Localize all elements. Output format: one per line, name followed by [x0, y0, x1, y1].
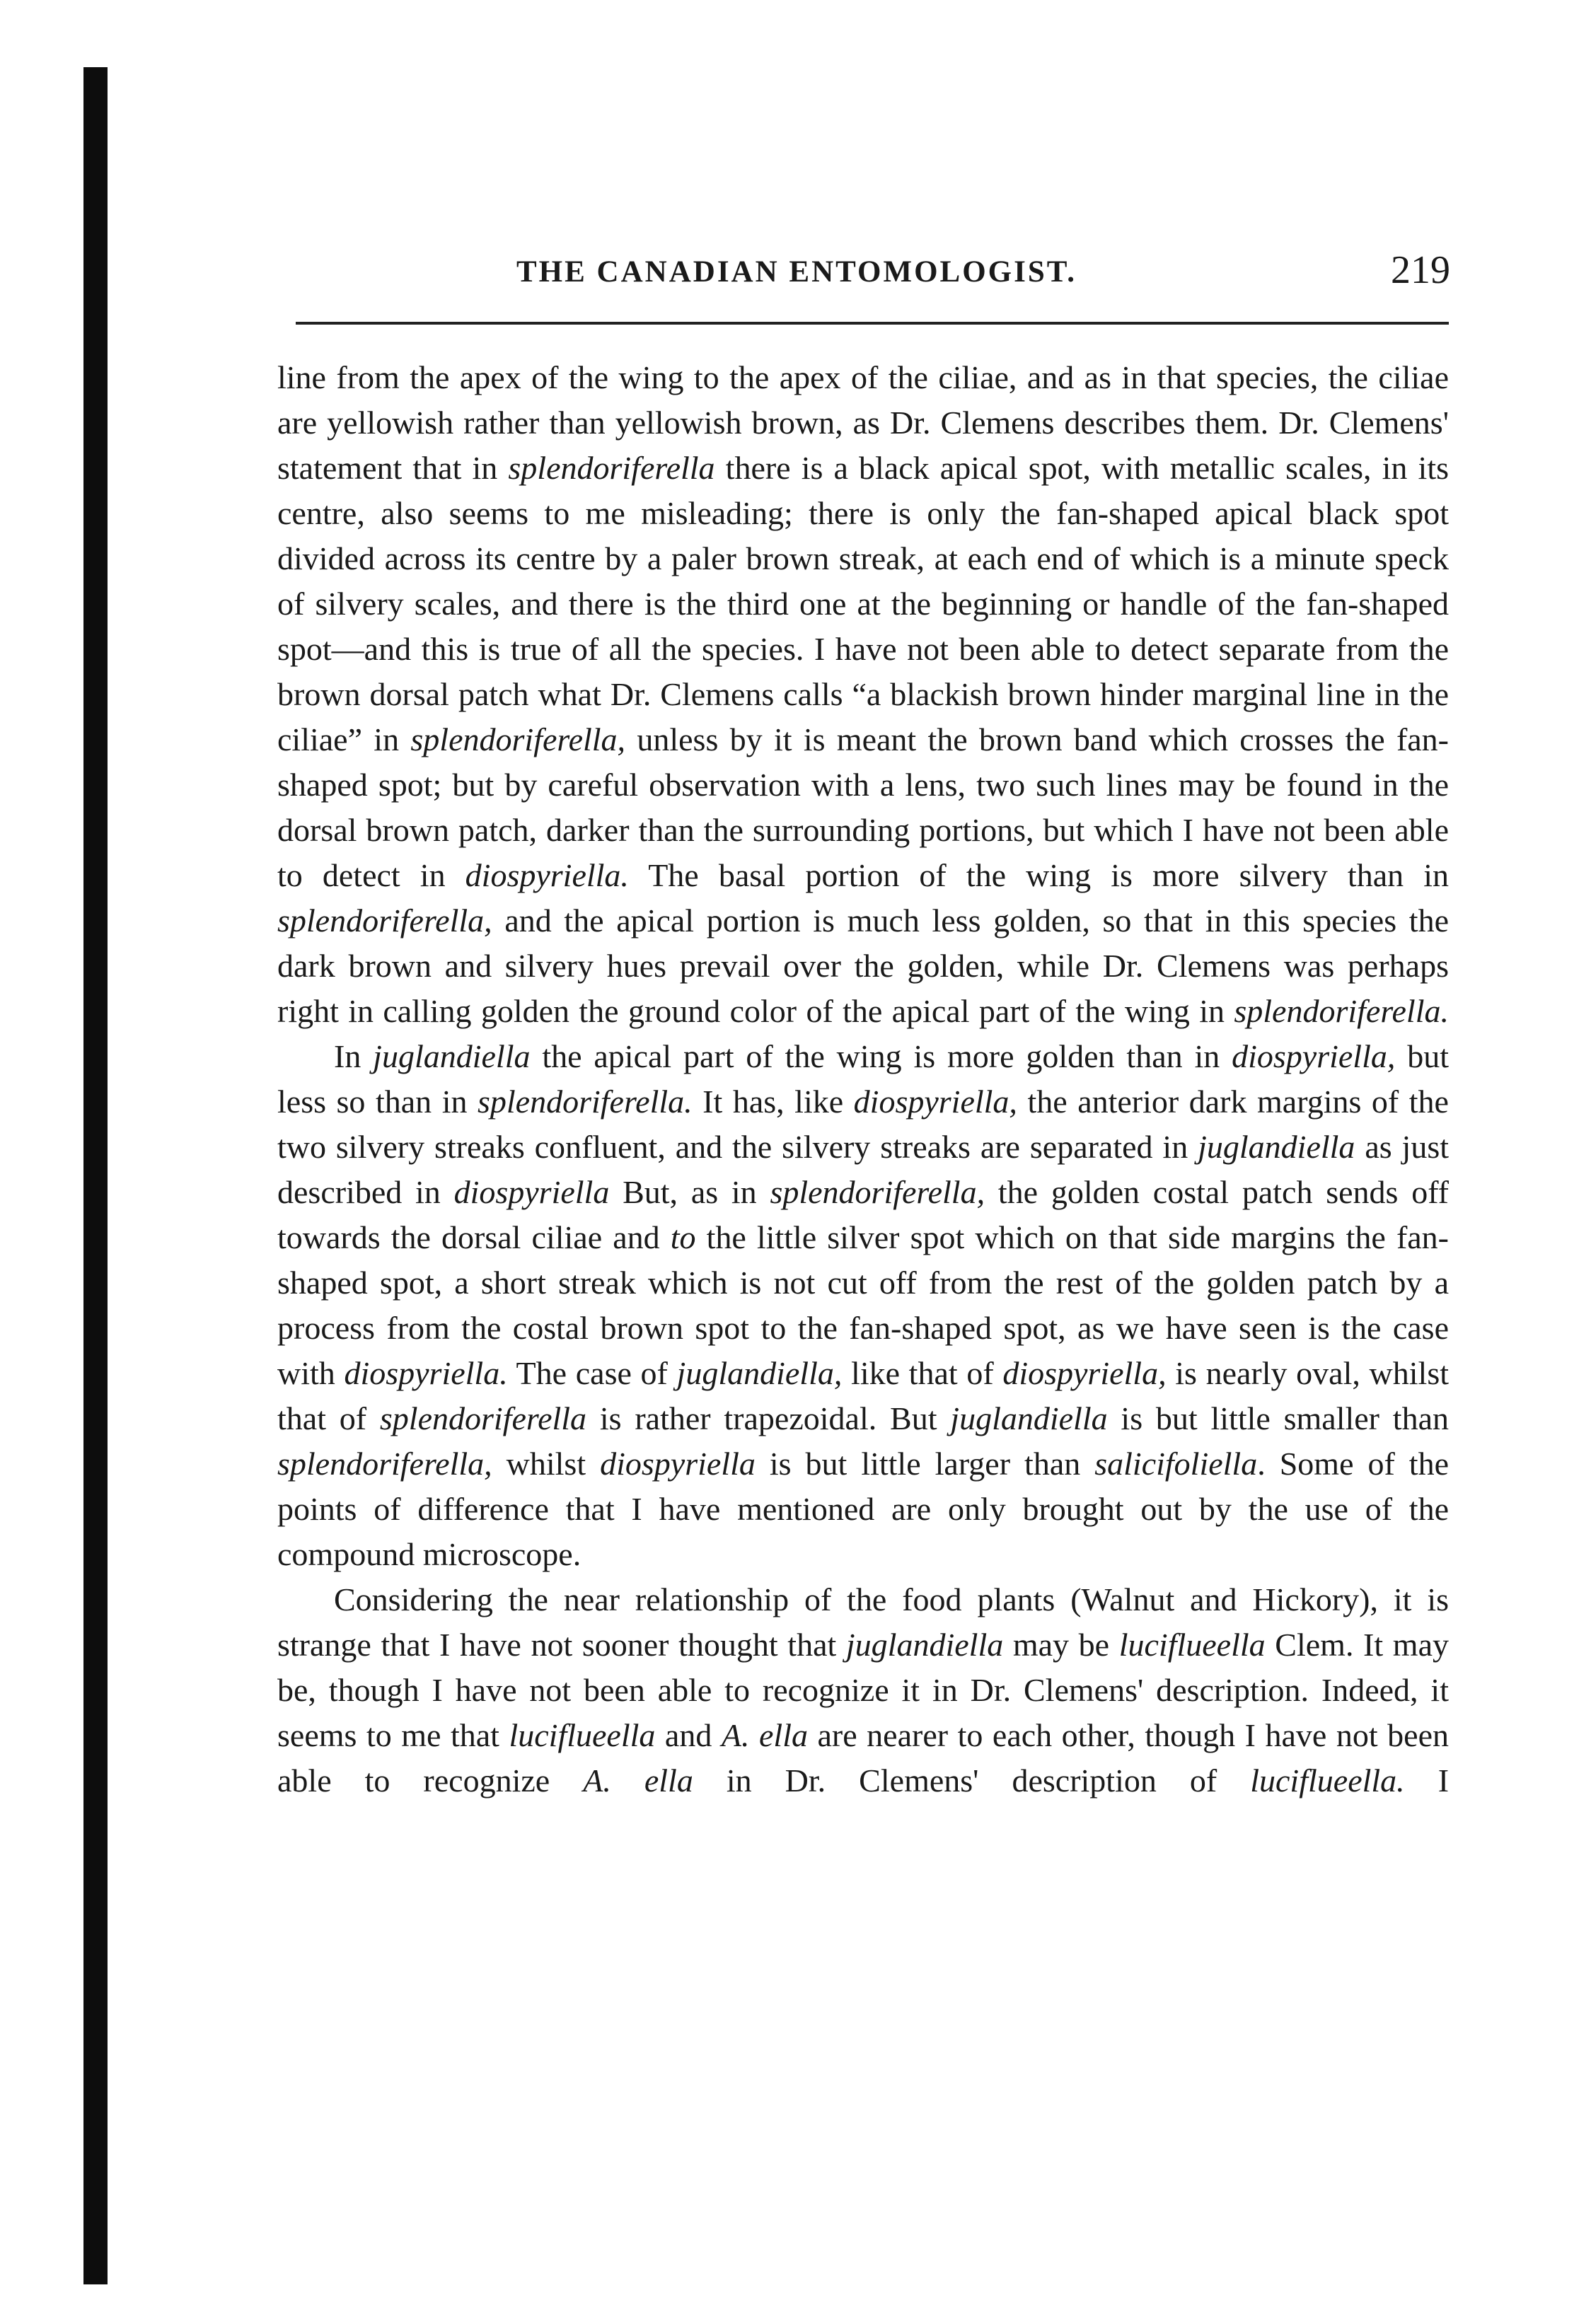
italic-term: juglandiella,	[676, 1355, 843, 1391]
text-run: is nearly oval, whilst that of	[277, 1355, 1450, 1436]
text-run: as just described in	[277, 1129, 1450, 1210]
italic-term: diospyriella,	[1232, 1038, 1396, 1074]
text-run: . Some of the points of difference that I have mentioned are only brought out by the use of the compound microscope.	[277, 1446, 1449, 1572]
italic-term: juglandiella	[950, 1400, 1108, 1436]
text-run: may be	[1003, 1627, 1119, 1663]
italic-term: to	[670, 1219, 696, 1255]
italic-term: juglandiella	[1198, 1129, 1355, 1165]
italic-term: diospyriella,	[1002, 1355, 1167, 1391]
text-run: in Dr. Clemens' description of	[693, 1762, 1251, 1799]
text-run: I	[1404, 1762, 1450, 1799]
text-run: but less so than in	[277, 1038, 1449, 1120]
italic-term: splendoriferella,	[410, 721, 626, 757]
italic-term: diospyriella.	[465, 857, 629, 893]
binding-edge-bar	[83, 67, 108, 2284]
italic-term: A. ella	[583, 1762, 693, 1799]
text-run: the little silver spot which on that side margins the fan-shaped spot, a short streak which is not cut off from the rest of the golden patch by a process from the costal brown spot to the fan-shaped spot, as we have seen is the case with	[277, 1219, 1449, 1391]
italic-term: diospyriella	[453, 1174, 610, 1210]
text-run: Clem. It may be, though I have not been able to recognize it in Dr. Clemens' description. Indeed, it seems to me that	[277, 1627, 1449, 1753]
text-run: line from the apex of the wing to the apex of the ciliae, and as in that species, the ciliae are yellowish rather than yellowish brown, as Dr. Clemens describes them. Dr. Clemens' statement that in	[277, 359, 1449, 486]
running-head: THE CANADIAN ENTOMOLOGIST.	[516, 255, 1077, 289]
text-run: The basal portion of the wing is more silvery than in	[628, 857, 1449, 893]
text-run: there is a black apical spot, with metallic scales, in its centre, also seems to me misleading; there is only the fan-shaped apical black spot divided across its centre by a paler brown streak, at each end of which is a minute speck of silvery scales, and there is the third one at the beginning or handle of the fan-shaped spot—and this is true of all the species. I have not been able to detect separate from the brown dorsal patch what Dr. Clemens calls “a blackish brown hinder marginal line in the ciliae” in	[277, 450, 1449, 757]
header-rule	[296, 322, 1449, 325]
paragraph	[277, 1577, 1449, 1803]
italic-term: diospyriella,	[853, 1083, 1017, 1120]
italic-term: splendoriferella,	[770, 1174, 985, 1210]
text-run: It has, like	[692, 1083, 854, 1120]
italic-term: splendoriferella	[508, 450, 715, 486]
text-run: the golden costal patch sends off towards the dorsal ciliae and	[277, 1174, 1449, 1255]
italic-term: luciflueella	[1118, 1627, 1266, 1663]
text-run: The case of	[507, 1355, 677, 1391]
text-run: and the apical portion is much less golden, so that in this species the dark brown and silvery hues prevail over the golden, while Dr. Clemens was perhaps right in calling golden the ground color of the apical part of the wing in	[277, 902, 1449, 1029]
italic-term: splendoriferella	[379, 1400, 587, 1436]
text-run: unless by it is meant the brown band which crosses the fan-shaped spot; but by careful observation with a lens, two such lines may be found in the dorsal brown patch, darker than the surrounding portions, but which I have not been able to detect in	[277, 721, 1449, 893]
italic-term: A. ella	[721, 1717, 808, 1753]
italic-term: splendoriferella,	[277, 902, 492, 939]
italic-term: juglandiella	[845, 1627, 1004, 1663]
page-number: 219	[1391, 248, 1450, 292]
italic-term: luciflueella	[509, 1717, 656, 1753]
italic-term: juglandiella	[373, 1038, 531, 1074]
italic-term: salicifoliella	[1094, 1446, 1258, 1482]
text-run: But, as in	[609, 1174, 770, 1210]
paragraph	[277, 1034, 1449, 1577]
text-run: and	[655, 1717, 722, 1753]
italic-term: splendoriferella,	[277, 1446, 492, 1482]
italic-term: luciflueella.	[1250, 1762, 1405, 1799]
italic-term: diospyriella.	[344, 1355, 508, 1391]
text-run: the anterior dark margins of the two silvery streaks confluent, and the silvery streaks are separated in	[277, 1083, 1449, 1165]
text-run: is but little larger than	[755, 1446, 1095, 1482]
text-run: the apical part of the wing is more golden than in	[530, 1038, 1232, 1074]
italic-term: splendoriferella.	[478, 1083, 693, 1120]
text-run: is rather trapezoidal. But	[586, 1400, 951, 1436]
text-run: like that of	[842, 1355, 1003, 1391]
text-run: whilst	[492, 1446, 601, 1482]
paragraph	[277, 355, 1449, 1034]
italic-term: diospyriella	[600, 1446, 756, 1482]
text-run: Considering the near relationship of the food plants (Walnut and Hickory), it is strange that I have not sooner thought that	[277, 1581, 1449, 1663]
page-header	[283, 246, 1450, 303]
text-run: are nearer to each other, though I have not been able to recognize	[277, 1717, 1450, 1799]
body-text	[277, 355, 1449, 2180]
text-run: is but little smaller than	[1107, 1400, 1450, 1436]
italic-term: splendoriferella.	[1234, 993, 1449, 1029]
text-run: In	[334, 1038, 374, 1074]
